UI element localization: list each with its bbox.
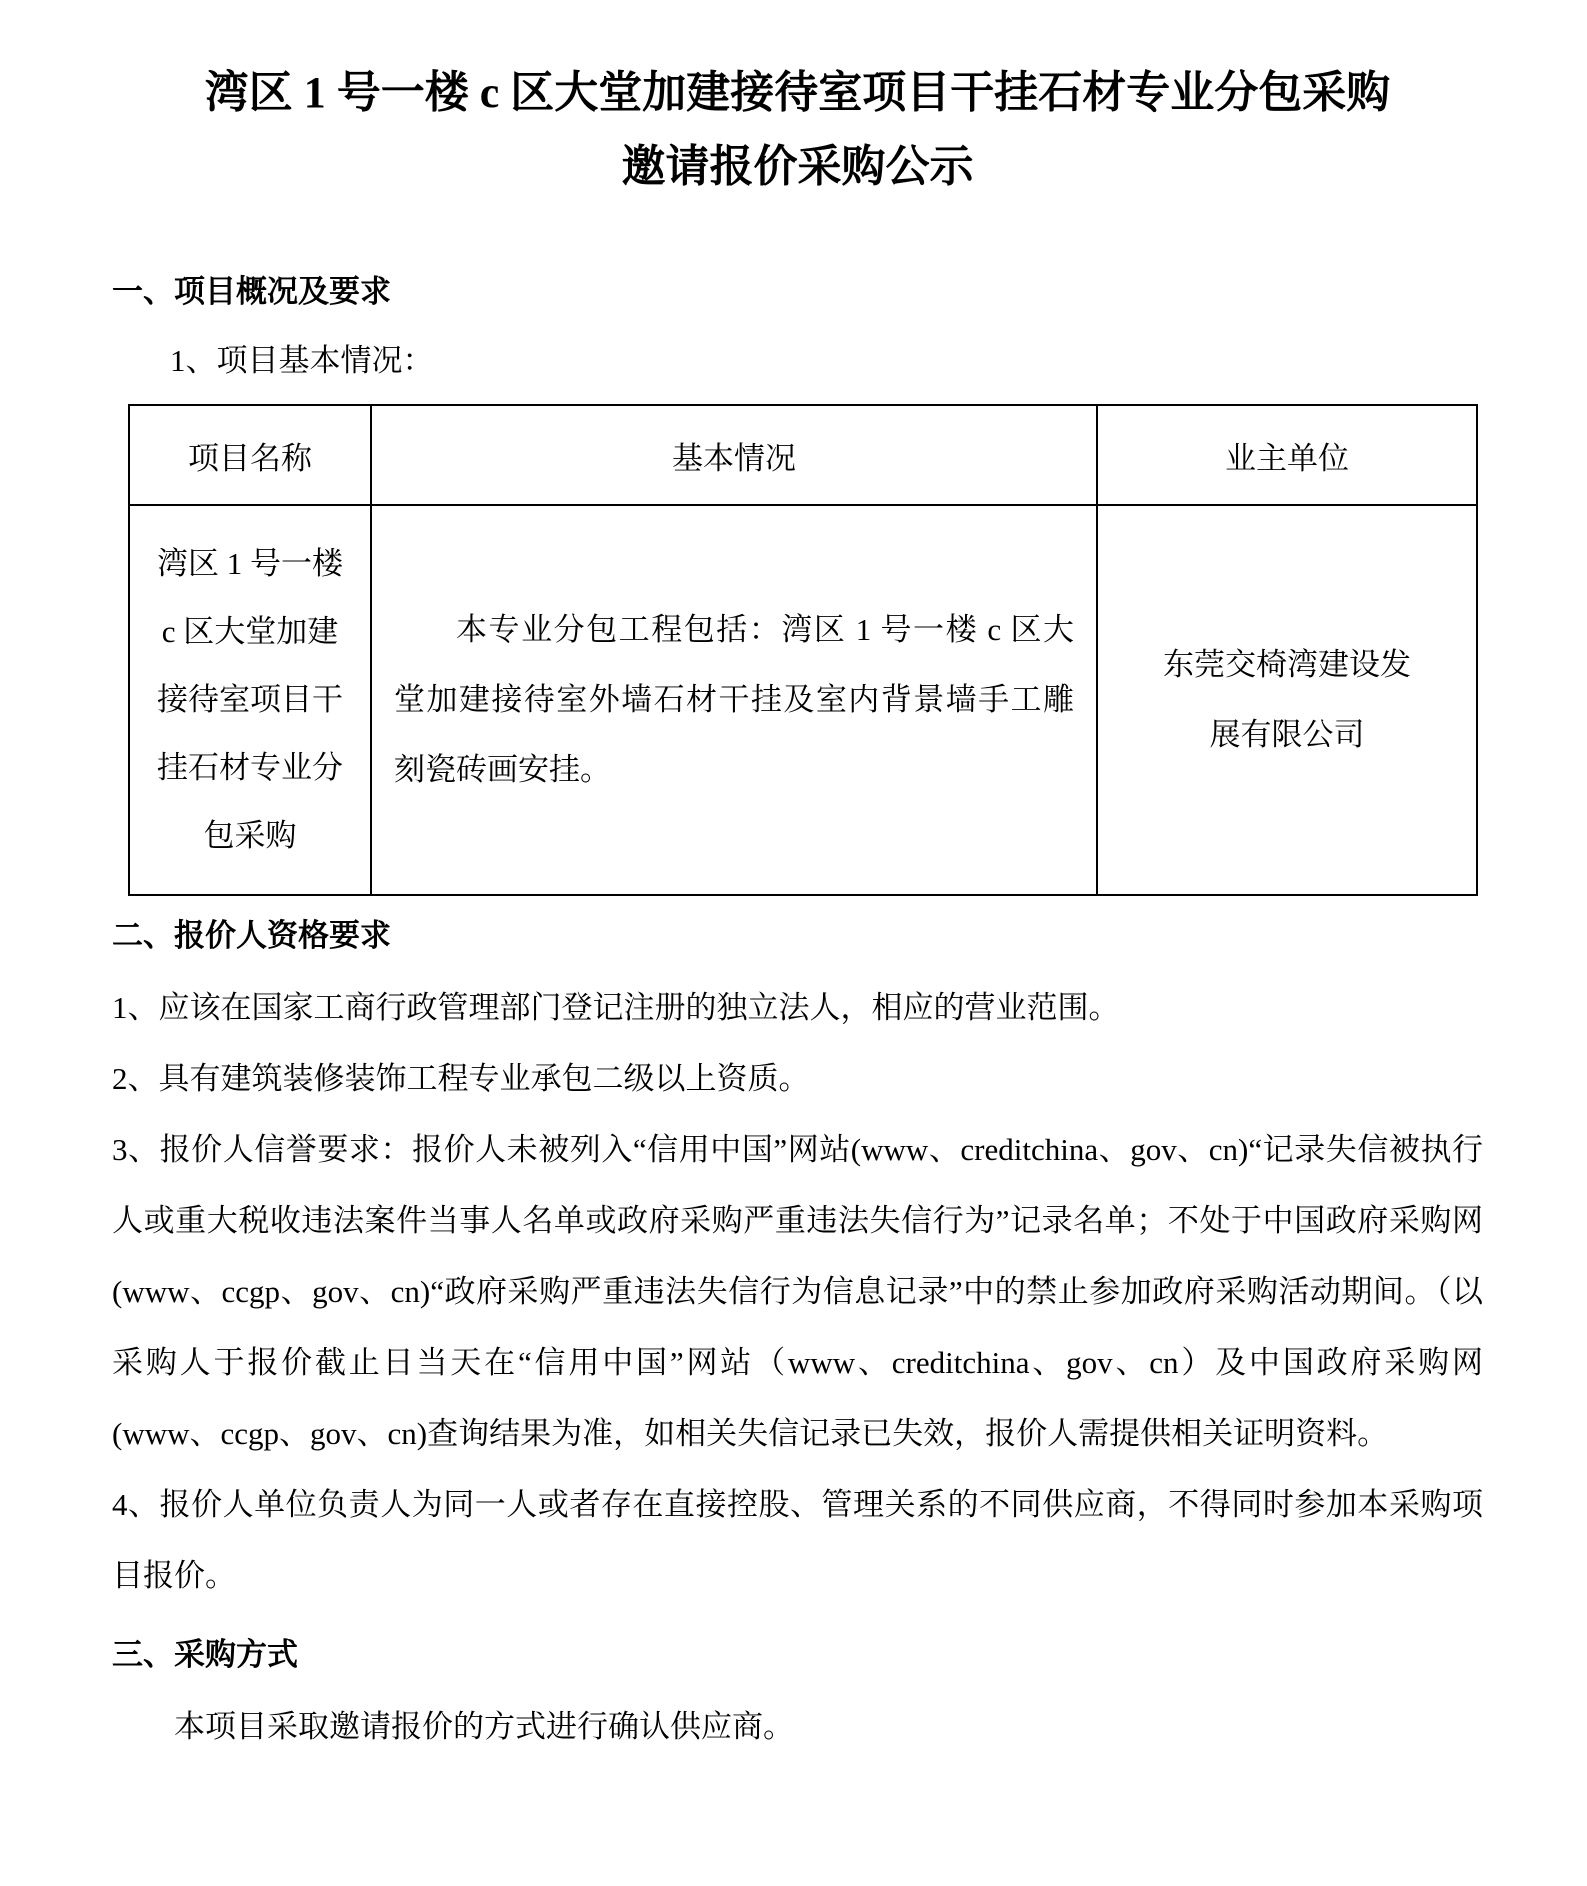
requirement-item-2: 2、具有建筑装修装饰工程专业承包二级以上资质。 (112, 1061, 810, 1096)
cell-owner-unit: 东莞交椅湾建设发展有限公司 (1097, 505, 1477, 895)
section-1-subheading: 1、项目基本情况： (170, 343, 434, 378)
section-3-body: 本项目采取邀请报价的方式进行确认供应商。 (174, 1709, 794, 1744)
document-title (112, 56, 1483, 204)
column-header-basic-info: 基本情况 (371, 405, 1097, 505)
cell-basic-info (371, 505, 1097, 895)
column-header-owner-unit: 业主单位 (1097, 405, 1477, 505)
basic-info-text: 本专业分包工程包括：湾区 1 号一楼 c 区大堂加建接待室外墙石材干挂及室内背景墙手工雕刻瓷砖画安挂。 (394, 612, 1074, 787)
section-2-heading: 二、报价人资格要求 (112, 918, 391, 953)
document-title-line-2: 邀请报价采购公示 (621, 142, 974, 191)
requirement-item-1: 1、应该在国家工商行政管理部门登记注册的独立法人，相应的营业范围。 (112, 990, 1120, 1025)
section-3-heading: 三、采购方式 (112, 1637, 298, 1672)
table-row (129, 505, 1477, 895)
requirement-item-3: 3、报价人信誉要求：报价人未被列入“信用中国”网站(www、creditchina、gov、cn)“记录失信被执行人或重大税收违法案件当事人名单或政府采购严重违法失信行为”记录名单；不处于中国政府采购网(www、ccgp、gov、cn)“政府采购严重违法失信行为信息记录”中的禁止参加政府采购活动期间。（以采购人于报价截止日当天在“信用中国”网站（www、creditchina、gov、cn）及中国政府采购网(www、ccgp、gov、cn)查询结果为准，如相关失信记录已失效，报价人需提供相关证明资料。 (112, 1132, 1483, 1451)
column-header-project-name: 项目名称 (129, 405, 371, 505)
requirement-item-4: 4、报价人单位负责人为同一人或者存在直接控股、管理关系的不同供应商，不得同时参加本采购项目报价。 (112, 1487, 1483, 1593)
project-info-table (128, 404, 1478, 896)
section-1-heading: 一、项目概况及要求 (112, 274, 391, 309)
table-header-row (129, 405, 1477, 505)
cell-project-name: 湾区 1 号一楼 c 区大堂加建接待室项目干挂石材专业分包采购 (129, 505, 371, 895)
document-title-line-1: 湾区 1 号一楼 c 区大堂加建接待室项目干挂石材专业分包采购 (204, 68, 1391, 117)
